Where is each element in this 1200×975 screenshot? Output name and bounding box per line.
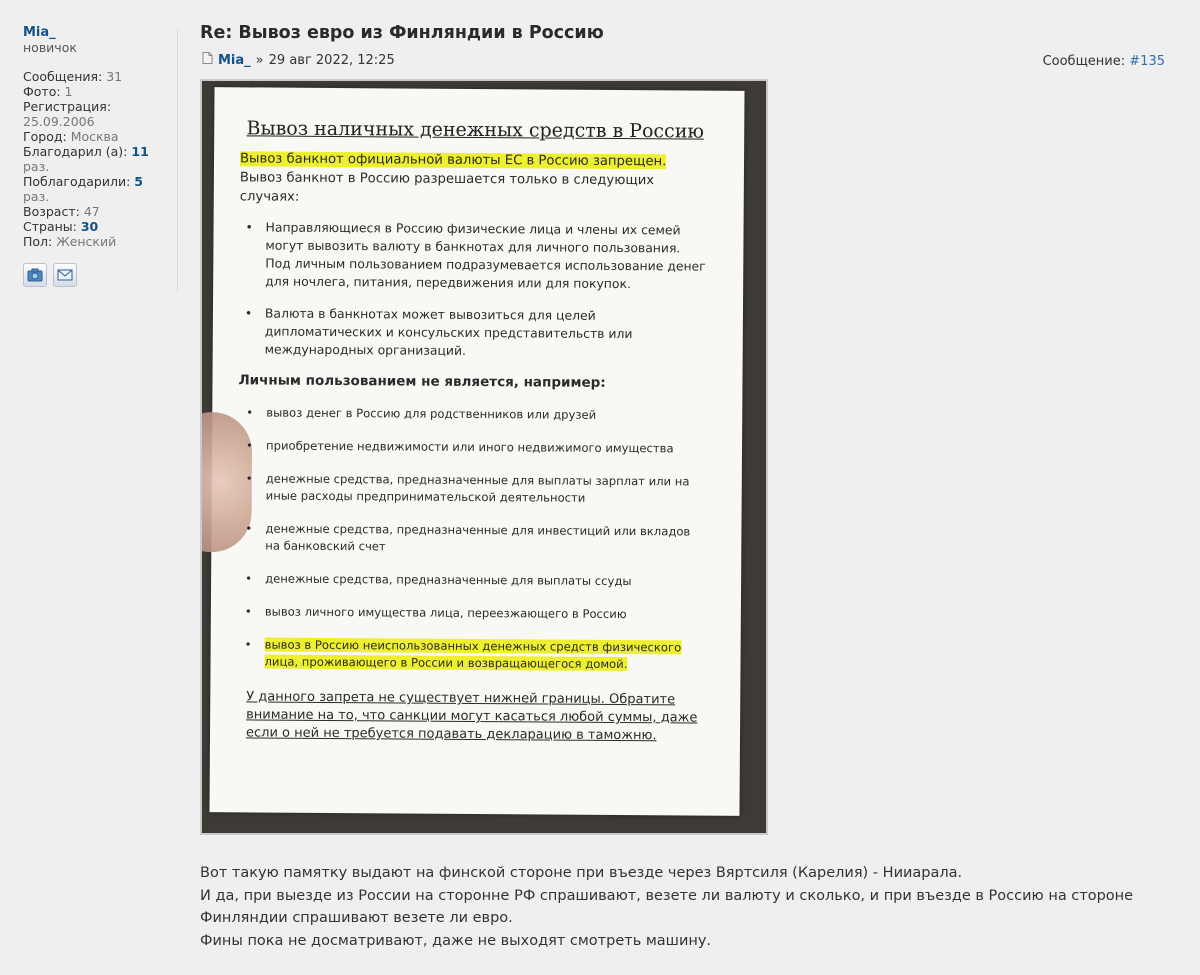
thanked-count-link[interactable]: 11	[131, 144, 149, 159]
post-body-line: Вот такую памятку выдают на финской стороне при въезде через Вяртсиля (Карелия) - Нииарала.	[200, 865, 963, 881]
leaflet-sub-bullet: • вывоз личного имущества лица, переезжающего в Россию	[237, 603, 707, 623]
meta-separator: »	[255, 52, 264, 68]
user-profile: Mia_ новичок Сообщения: 31 Фото: 1 Регистрация: 25.09.2006 Город: Москва Благодарил (а): 11 раз. Поблагодарили: 5 раз. Возраст: 47 Страны: 30 Пол: Женский	[23, 25, 168, 287]
was-thanked-count-link[interactable]: 5	[134, 174, 143, 189]
stat-photos: Фото: 1	[23, 84, 73, 99]
leaflet-sub-bullet: • денежные средства, предназначенные для выплаты ссуды	[237, 570, 707, 590]
leaflet-subheading: Личным пользованием не является, например:	[238, 372, 606, 391]
photo-album-icon[interactable]	[23, 263, 47, 287]
leaflet-bullet: • Валюта в банкнотах может вывозиться для целей дипломатических и консульских представительств или международных организаций.	[239, 304, 709, 361]
stat-registration: Регистрация:	[23, 99, 112, 114]
post-body-line: Фины пока не досматривают, даже не выходят смотреть машину.	[200, 932, 712, 949]
stat-age: Возраст: 47	[23, 204, 100, 219]
stat-gender: Пол: Женский	[23, 234, 117, 249]
leaflet-footer: У данного запрета не существует нижней границы. Обратите внимание на то, что санкции могут касаться любой суммы, даже если о ней не требуется подавать декларацию в таможню.	[245, 689, 698, 744]
stat-city: Город: Москва	[23, 129, 119, 144]
post-author[interactable]: Mia_	[218, 52, 251, 68]
post-title[interactable]: Re: Вывоз евро из Финляндии в Россию	[200, 23, 604, 43]
post-body-line: И да, при выезде из России на сторонне РФ спрашивают, везете ли валюту и сколько, и при въезде в Россию на стороне Финляндии спрашивают везете ли евро.	[200, 887, 1134, 926]
post-number: Сообщение: #135	[1042, 54, 1165, 69]
leaflet-sub-bullet: • денежные средства, предназначенные для инвестиций или вкладов на банковский счет	[237, 520, 707, 557]
stat-countries: Страны: 30	[23, 219, 99, 234]
leaflet-paper	[209, 87, 744, 816]
post-body	[200, 862, 1160, 952]
stat-was-thanked: Поблагодарили: 5	[23, 174, 143, 189]
leaflet-bullet: • Направляющиеся в Россию физические лица и члены их семей могут вывозить валюту в банкнотах для личного пользования. Под личным пользованием подразумевается использование денег для ночлега, питания, передвижения или для покупок.	[239, 218, 709, 293]
leaflet-sub-bullet: • денежные средства, предназначенные для выплаты зарплат или на иные расходы предпринимательской деятельности	[238, 470, 708, 507]
leaflet-intro: Вывоз банкнот официальной валюты ЕС в Россию запрещен. Вывоз банкнот в Россию разрешается только в следующих случаях:	[239, 151, 667, 205]
profile-actions	[23, 263, 168, 287]
stat-messages: Сообщения: 31	[23, 69, 123, 84]
post-date: 29 авг 2022, 12:25	[268, 52, 395, 68]
attached-photo[interactable]	[200, 79, 768, 835]
message-envelope-icon[interactable]	[53, 263, 77, 287]
post-number-link[interactable]: #135	[1129, 54, 1165, 69]
post-meta	[202, 52, 395, 68]
profile-rank: новичок	[23, 40, 77, 55]
leaflet-sub-bullet-highlighted: • вывоз в Россию неиспользованных денежных средств физического лица, проживающего в России и возвращающегося домой.	[236, 636, 706, 673]
profile-divider	[177, 30, 178, 292]
stat-registration-date: 25.09.2006	[23, 114, 95, 129]
leaflet-highlight: Вывоз банкнот официальной валюты ЕС в Россию запрещен.	[239, 151, 667, 170]
leaflet-sub-bullet: • вывоз денег в Россию для родственников или друзей	[238, 404, 708, 424]
countries-count-link[interactable]: 30	[80, 219, 99, 234]
post-document-icon[interactable]	[202, 52, 213, 68]
leaflet-title: Вывоз наличных денежных средств в Россию	[246, 117, 705, 143]
leaflet-sub-bullet: • приобретение недвижимости или иного недвижимого имущества	[238, 437, 708, 457]
profile-username[interactable]: Mia_	[23, 25, 56, 40]
stat-thanked: Благодарил (а): 11	[23, 144, 149, 159]
